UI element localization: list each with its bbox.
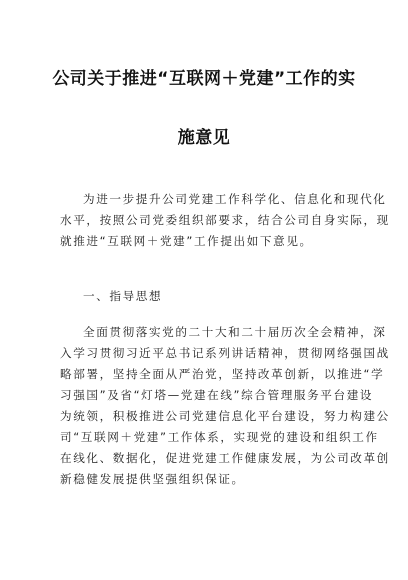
body-line-7: 在线化、数据化，促进党建工作健康发展，为公司改革创 xyxy=(60,451,390,465)
body-line-3: 略部署，坚持全面从严治党，坚持改革创新，以推进“学 xyxy=(60,367,385,381)
guiding-ideology-paragraph xyxy=(60,322,390,490)
section-heading-text: 一、指导思想 xyxy=(83,289,163,303)
section-heading-guiding-ideology xyxy=(60,286,360,307)
body-line-5: 为统领，积极推进公司党建信息化平台建设，努力构建公 xyxy=(60,409,390,423)
intro-line-3: 就推进“互联网＋党建”工作提出如下意见。 xyxy=(60,234,313,248)
body-line-8: 新稳健发展提供坚强组织保证。 xyxy=(60,472,245,486)
intro-line-1: 为进一步提升公司党建工作科学化、信息化和现代化 xyxy=(83,192,387,206)
body-line-2: 入学习贯彻习近平总书记系列讲话精神，贯彻网络强国战 xyxy=(60,346,390,360)
body-line-1: 全面贯彻落实党的二十大和二十届历次全会精神，深 xyxy=(83,325,387,339)
body-line-6: 司“互联网＋党建”工作体系，实现党的建设和组织工作 xyxy=(60,430,379,444)
document-title-line-1: 公司关于推进“互联网＋党建”工作的实 xyxy=(52,69,356,89)
body-line-4: 习强国”及省“灯塔—党建在线”综合管理服务平台建设 xyxy=(60,388,374,402)
document-title-line-2: 施意见 xyxy=(177,128,231,148)
intro-line-2: 水平，按照公司党委组织部要求，结合公司自身实际，现 xyxy=(60,213,390,227)
intro-paragraph xyxy=(60,189,390,252)
